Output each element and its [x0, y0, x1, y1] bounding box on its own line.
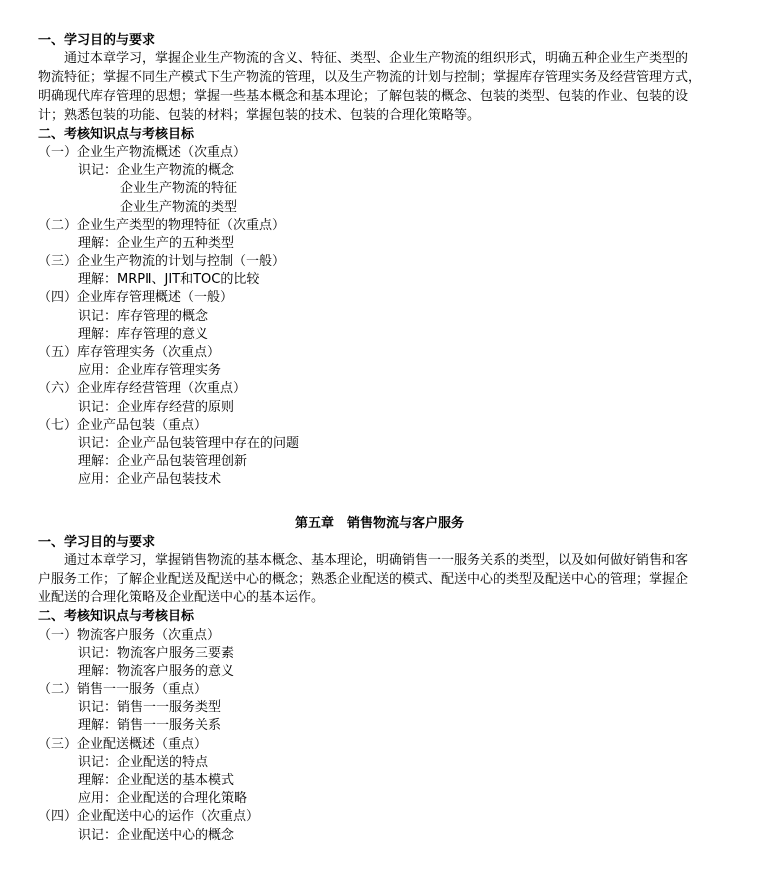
knowledge-point-item: 企业生产物流的特征 — [120, 181, 238, 197]
knowledge-point-item: 识记：企业配送的特点 — [78, 754, 209, 770]
knowledge-point-heading: （二）销售一一服务（重点） — [38, 682, 208, 698]
knowledge-point-heading: （四）企业库存管理概述（一般） — [38, 290, 234, 306]
paragraph-line: 户服务工作；了解企业配送及配送中心的概念；熟悉企业配送的模式、配送中心的类型及配送中心的管理；掌握企 — [38, 571, 689, 587]
knowledge-point-heading: （一）物流客户服务（次重点） — [38, 627, 221, 643]
knowledge-point-item: 识记：企业配送中心的概念 — [78, 827, 235, 843]
knowledge-point-item: 识记：企业产品包装管理中存在的问题 — [78, 435, 300, 451]
knowledge-point-item: 理解：企业配送的基本模式 — [78, 773, 235, 789]
knowledge-point-heading: （三）企业生产物流的计划与控制（一般） — [38, 254, 286, 270]
knowledge-point-item: 应用：企业库存管理实务 — [78, 363, 222, 379]
knowledge-point-heading: （二）企业生产类型的物理特征（次重点） — [38, 217, 286, 233]
knowledge-point-item: 理解：企业产品包装管理创新 — [78, 454, 248, 470]
knowledge-point-item: 理解：MRPⅡ、JIT和TOC的比较 — [78, 272, 260, 288]
knowledge-point-heading: （一）企业生产物流概述（次重点） — [38, 144, 247, 160]
chapter-title: 第五章 销售物流与客户服务 — [294, 515, 464, 531]
knowledge-point-item: 识记：物流客户服务三要素 — [78, 645, 235, 661]
paragraph-line: 明确现代库存管理的思想；掌握一些基本概念和基本理论；了解包装的概念、包装的类型、包装的作业、包装的设 — [38, 88, 689, 104]
section-heading-knowledge-points: 二、考核知识点与考核目标 — [38, 609, 195, 625]
knowledge-point-item: 应用：企业配送的合理化策略 — [78, 791, 248, 807]
knowledge-point-item: 理解：企业生产的五种类型 — [78, 235, 235, 251]
paragraph-line: 业配送的合理化策略及企业配送中心的基本运作。 — [38, 590, 325, 606]
knowledge-point-heading: （三）企业配送概述（重点） — [38, 736, 208, 752]
knowledge-point-item: 识记：企业库存经营的原则 — [78, 399, 235, 415]
section-heading-knowledge-points: 二、考核知识点与考核目标 — [38, 126, 195, 142]
knowledge-point-heading: （七）企业产品包装（重点） — [38, 417, 208, 433]
paragraph-line: 物流特征；掌握不同生产模式下生产物流的管理，以及生产物流的计划与控制；掌握库存管理实务及经营管理方式， — [38, 70, 702, 86]
section-heading-objectives: 一、学习目的与要求 — [38, 534, 156, 550]
spacer — [38, 490, 741, 514]
knowledge-point-item: 企业生产物流的类型 — [120, 199, 238, 215]
knowledge-point-item: 理解：库存管理的意义 — [78, 326, 209, 342]
knowledge-point-heading: （四）企业配送中心的运作（次重点） — [38, 809, 260, 825]
knowledge-point-item: 应用：企业产品包装技术 — [78, 472, 222, 488]
knowledge-point-item: 识记：企业生产物流的概念 — [78, 163, 235, 179]
knowledge-point-item: 识记：销售一一服务类型 — [78, 700, 222, 716]
knowledge-point-item: 识记：库存管理的概念 — [78, 308, 209, 324]
objectives-paragraph — [38, 552, 741, 609]
paragraph-line: 计；熟悉包装的功能、包装的材料；掌握包装的技术、包装的合理化策略等。 — [38, 107, 481, 123]
knowledge-point-item: 理解：物流客户服务的意义 — [78, 663, 235, 679]
paragraph-line: 通过本章学习，掌握销售物流的基本概念、基本理论，明确销售一一服务关系的类型，以及如何做好销售和客 — [64, 552, 689, 568]
paragraph-line: 通过本章学习，掌握企业生产物流的含义、特征、类型、企业生产物流的组织形式，明确五种企业生产类型的 — [64, 51, 689, 67]
knowledge-point-heading: （六）企业库存经营管理（次重点） — [38, 381, 247, 397]
knowledge-point-list — [38, 144, 741, 490]
knowledge-point-item: 理解：销售一一服务关系 — [78, 718, 222, 734]
section-heading-objectives: 一、学习目的与要求 — [38, 33, 156, 48]
knowledge-point-list — [38, 627, 741, 845]
objectives-paragraph — [38, 50, 741, 126]
knowledge-point-heading: （五）库存管理实务（次重点） — [38, 345, 221, 360]
